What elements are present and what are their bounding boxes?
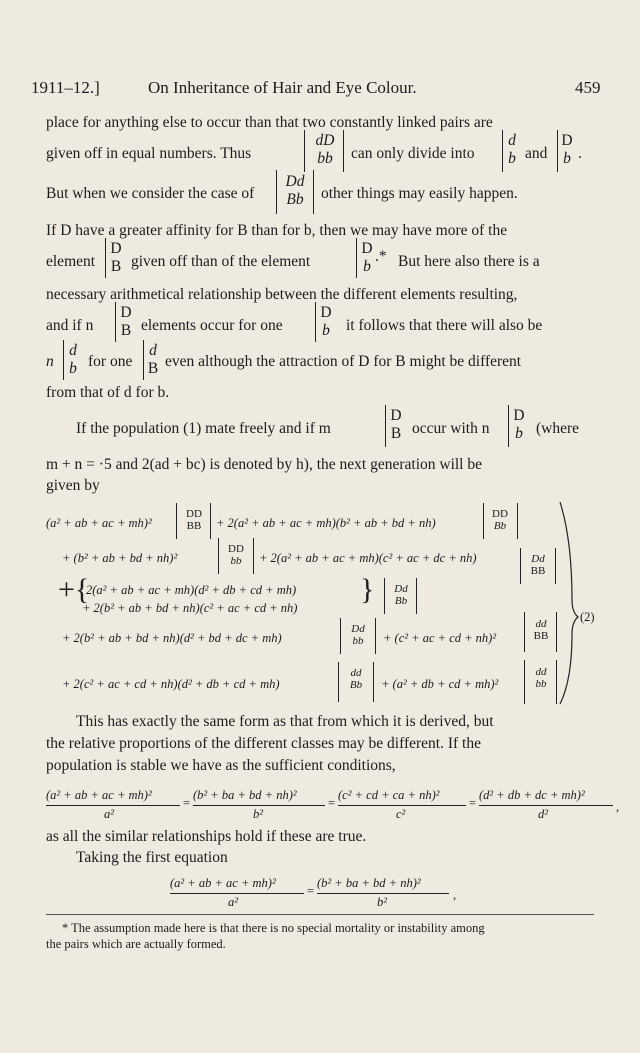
fraction-line: [479, 805, 613, 806]
fraction-line: [170, 893, 304, 894]
text-line: can only divide into: [351, 145, 475, 162]
fraction-line: [193, 805, 325, 806]
text-line: occur with n: [412, 420, 490, 437]
fraction-Dd-Bb: Dd Bb: [285, 173, 305, 208]
matrix-bar: [373, 662, 374, 702]
text-line: necessary arithmetical relationship between the different elements resulting,: [46, 286, 518, 303]
eq4-numerator: (b² + ba + bd + nh)²: [317, 876, 421, 890]
matrix-DD-Bb: DD Bb: [492, 508, 508, 532]
matrix-bar: [508, 405, 509, 447]
text-line: But when we consider the case of: [46, 185, 255, 202]
text-line: as all the similar relationships hold if these are true.: [46, 828, 367, 845]
eq4-denominator: b²: [377, 895, 387, 909]
text-line: n: [46, 353, 54, 370]
matrix-bar: [115, 302, 116, 342]
text-line: If D have a greater affinity for B than for b, then we may have more of the: [46, 222, 508, 239]
matrix-bar: [218, 538, 219, 574]
fraction-dD-bb: dD bb: [315, 132, 335, 167]
text-line: from that of d for b.: [46, 384, 170, 401]
eq2-term: + 2(a² + ab + ac + mh)(b² + ab + bd + nh): [216, 516, 436, 530]
text-line: given off in equal numbers. Thus: [46, 145, 252, 162]
eq2-term: + (a² + db + cd + mh)²: [381, 677, 499, 691]
matrix-bar: [385, 405, 386, 447]
matrix-bar: [253, 538, 254, 574]
eq3-denominator: c²: [396, 807, 406, 821]
matrix-dd-bb: dd bb: [535, 666, 547, 690]
text-line: element: [46, 253, 96, 270]
text-line: other things may easily happen.: [321, 185, 518, 202]
matrix-Dd-BB: Dd BB: [530, 553, 546, 577]
matrix-bar: [276, 170, 277, 214]
page-number: 459: [575, 78, 601, 97]
text-line: But here also there is a: [398, 253, 540, 270]
eq4-numerator: (a² + ab + ac + mh)²: [170, 876, 276, 890]
fraction-d-b: d b: [508, 132, 516, 167]
matrix-bar: [210, 503, 211, 539]
footnote-rule: [46, 914, 594, 915]
fraction-line: [338, 805, 466, 806]
eq2-term: 2(a² + ab + ac + mh)(d² + db + cd + mh): [86, 583, 297, 597]
equals-sign: =: [328, 796, 336, 810]
fraction-D-B: D B: [390, 407, 402, 442]
matrix-bar: [63, 340, 64, 380]
eq3-denominator: d²: [538, 807, 548, 821]
text-line: given by: [46, 477, 100, 494]
text-line: population is stable we have as the sufficient conditions,: [46, 757, 396, 774]
eq2-term: (a² + ab + ac + mh)²: [46, 516, 152, 530]
fraction-line: [317, 893, 449, 894]
matrix-bar: [176, 503, 177, 539]
matrix-bar: [143, 340, 144, 380]
fraction-D-B: D B: [110, 240, 122, 275]
eq2-term: + (c² + ac + cd + nh)²: [383, 631, 497, 645]
equals-sign: =: [307, 884, 315, 898]
equation-number: (2): [580, 610, 595, 624]
matrix-dd-BB: dd BB: [533, 618, 549, 642]
matrix-Dd-bb: Dd bb: [351, 623, 365, 647]
fraction-D-b: D b: [361, 240, 373, 275]
eq3-numerator: (b² + ba + bd + nh)²: [193, 788, 297, 802]
fraction-d-B: d B: [147, 342, 159, 377]
fraction-D-B: D B: [120, 304, 132, 339]
matrix-bar: [375, 618, 376, 654]
matrix-bar: [524, 660, 525, 704]
matrix-bar: [338, 662, 339, 702]
fraction-D-b: D b: [513, 407, 525, 442]
text-line: it follows that there will also be: [346, 317, 543, 334]
text-line: given off than of the element: [131, 253, 311, 270]
text-line: (where: [536, 420, 580, 437]
footnote-marker: .*: [375, 248, 387, 265]
matrix-bar: [304, 130, 305, 172]
matrix-bar: [315, 302, 316, 342]
text-line: .: [578, 145, 582, 162]
close-brace: }: [360, 573, 375, 606]
big-brace: [556, 500, 580, 706]
matrix-bar: [416, 578, 417, 614]
matrix-bar: [343, 130, 344, 172]
matrix-Dd-Bb: Dd Bb: [394, 583, 408, 607]
text-line: This has exactly the same form as that from which it is derived, but: [76, 713, 494, 730]
running-head-year: 1911–12.]: [31, 78, 100, 97]
eq4-denominator: a²: [228, 895, 238, 909]
eq3-numerator: (a² + ab + ac + mh)²: [46, 788, 152, 802]
eq2-term: + 2(b² + ab + bd + nh)(d² + bd + dc + mh): [62, 631, 282, 645]
text-line: elements occur for one: [141, 317, 283, 334]
fraction-line: [46, 805, 180, 806]
matrix-bar: [313, 170, 314, 214]
text-line: m + n = ·5 and 2(ad + bc) is denoted by h), the next generation will be: [46, 456, 482, 473]
text-line: the relative proportions of the different classes may be different. If the: [46, 735, 481, 752]
text-line: even although the attraction of D for B might be different: [165, 353, 522, 370]
text-line: and if n: [46, 317, 94, 334]
matrix-DD-bb: DD bb: [228, 543, 244, 567]
eq3-numerator: (c² + cd + ca + nh)²: [338, 788, 440, 802]
matrix-DD-BB: DD BB: [186, 508, 202, 532]
text-line: place for anything else to occur than that two constantly linked pairs are: [46, 114, 493, 131]
footnote-line: the pairs which are actually formed.: [46, 937, 226, 951]
matrix-bar: [557, 130, 558, 172]
fraction-d-b: d b: [69, 342, 77, 377]
footnote-line: * The assumption made here is that there is no special mortality or instability among: [62, 921, 485, 935]
matrix-bar: [105, 238, 106, 278]
matrix-bar: [340, 618, 341, 654]
equals-sign: =: [183, 796, 191, 810]
fraction-D-b: D b: [320, 304, 332, 339]
matrix-bar: [520, 548, 521, 584]
eq2-term: + 2(b² + ab + bd + nh)(c² + ac + cd + nh): [82, 601, 298, 615]
eq3-numerator: (d² + db + dc + mh)²: [479, 788, 585, 802]
equals-sign: =: [469, 796, 477, 810]
running-head-title: On Inheritance of Hair and Eye Colour.: [148, 78, 417, 97]
matrix-bar: [356, 238, 357, 278]
matrix-bar: [384, 578, 385, 614]
text-line: for one: [88, 353, 133, 370]
text-line: If the population (1) mate freely and if m: [76, 420, 331, 437]
eq2-term: + 2(a² + ab + ac + mh)(c² + ac + dc + nh): [259, 551, 477, 565]
matrix-bar: [517, 503, 518, 539]
eq2-term: + (b² + ab + bd + nh)²: [62, 551, 178, 565]
matrix-bar: [524, 612, 525, 652]
plus-brace: +{: [58, 573, 90, 606]
eq3-denominator: a²: [104, 807, 114, 821]
comma: ,: [616, 800, 620, 814]
eq2-term: + 2(c² + ac + cd + nh)(d² + db + cd + mh): [62, 677, 280, 691]
text-line: and: [525, 145, 548, 162]
matrix-bar: [502, 130, 503, 172]
comma: ,: [453, 888, 457, 902]
fraction-D-b: D b: [561, 132, 573, 167]
eq3-denominator: b²: [253, 807, 263, 821]
text-line: Taking the first equation: [76, 849, 228, 866]
matrix-bar: [483, 503, 484, 539]
matrix-dd-Bb: dd Bb: [349, 667, 363, 691]
